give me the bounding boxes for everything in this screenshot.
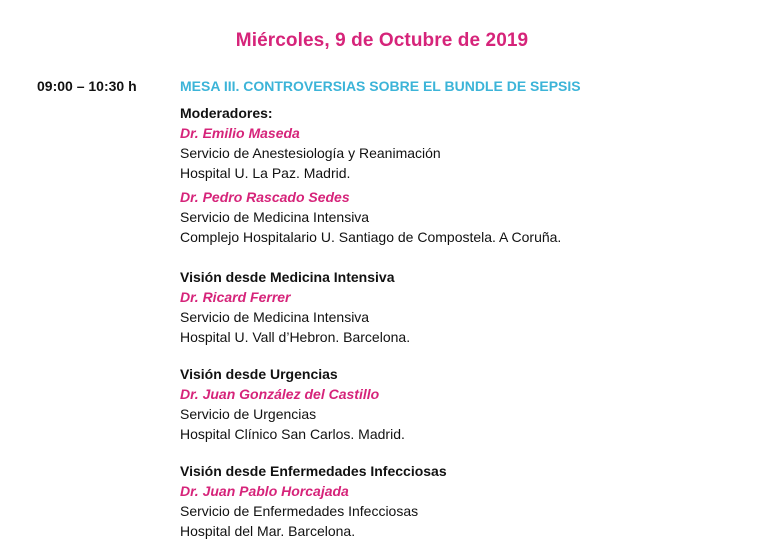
speaker-hospital: Hospital Clínico San Carlos. Madrid. bbox=[180, 426, 405, 442]
talk-block bbox=[180, 461, 447, 541]
speaker-hospital: Hospital del Mar. Barcelona. bbox=[180, 523, 356, 539]
talk-heading: Visión desde Enfermedades Infecciosas bbox=[180, 463, 447, 479]
moderator-department: Servicio de Medicina Intensiva bbox=[180, 209, 370, 225]
speaker-hospital: Hospital U. Vall d’Hebron. Barcelona. bbox=[180, 329, 411, 345]
speaker-department: Servicio de Medicina Intensiva bbox=[180, 309, 370, 325]
moderator-hospital: Hospital U. La Paz. Madrid. bbox=[180, 165, 351, 181]
speaker-name: Dr. Juan González del Castillo bbox=[180, 386, 380, 402]
moderator-hospital: Complejo Hospitalario U. Santiago de Compostela. A Coruña. bbox=[180, 229, 562, 245]
speaker-department: Servicio de Urgencias bbox=[180, 406, 317, 422]
talk-block bbox=[180, 267, 410, 347]
page-date: Miércoles, 9 de Octubre de 2019 bbox=[235, 30, 529, 51]
speaker-department: Servicio de Enfermedades Infecciosas bbox=[180, 503, 419, 519]
moderator-name: Dr. Emilio Maseda bbox=[180, 125, 300, 141]
talk-heading: Visión desde Medicina Intensiva bbox=[180, 269, 395, 285]
moderator-name: Dr. Pedro Rascado Sedes bbox=[180, 189, 350, 205]
talk-heading: Visión desde Urgencias bbox=[180, 366, 338, 382]
moderator-department: Servicio de Anestesiología y Reanimación bbox=[180, 145, 441, 161]
speaker-name: Dr. Ricard Ferrer bbox=[180, 289, 291, 305]
speaker-name: Dr. Juan Pablo Horcajada bbox=[180, 483, 349, 499]
moderators-heading: Moderadores: bbox=[180, 105, 273, 121]
talk-block bbox=[180, 364, 405, 444]
session-title: MESA III. CONTROVERSIAS SOBRE EL BUNDLE DE SEPSIS bbox=[180, 78, 581, 94]
session-time: 09:00 – 10:30 h bbox=[37, 78, 137, 94]
moderators-section bbox=[180, 103, 441, 183]
moderator-block bbox=[180, 187, 561, 247]
